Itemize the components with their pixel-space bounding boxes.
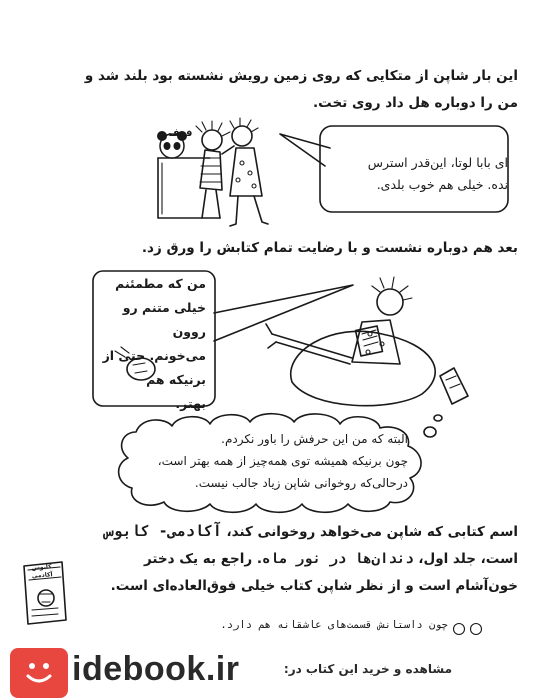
book-cover-title: کابوس آکادمی [31,563,53,580]
paragraph-3 [72,518,518,600]
paragraph-1 [60,63,518,117]
paragraph-1-line-1: این بار شاپن از متکایی که روی زمین رویش نشسته بود بلند شد و [84,68,518,84]
watermark-logo-icon [10,648,68,698]
footnote-marker [452,621,486,640]
speech-bubble-middle-text: من که مطمئنم خیلی متنم رو روون می‌خونم. حتی از برنیکه هم بهتر. [102,276,206,411]
thought-bubble-text: البته که من این حرفش را باور نکردم. چون برنیکه همیشه توی همه‌چیز از همه بهتر است، درحالی‌که روخوانی شاپن زیاد جالب نیست. [157,432,408,490]
watermark-tagline: مشاهده و خرید این کتاب در: [283,662,452,676]
paragraph-3-line-3: خون‌آشام است و از نظر شاپن کتاب خیلی فوق‌العاده‌ای است. [110,578,518,594]
sfx-text: فوف [168,128,193,139]
book-title-series: آکادمی- کابوس [104,522,222,540]
speech-bubble-top-text: ای بابا لوتا، این‌قدر استرس نده. خیلی هم خوب بلدی. [367,155,508,192]
footnote-text: چون داستانش قسمت‌های عاشقانه هم دارد. [220,619,448,631]
paragraph-2: بعد هم دوباره نشست و با رضایت تمام کتابش را ورق زد. [141,240,518,256]
book-title-volume: دندان‌ها در نور ماه [261,551,414,567]
watermark-brand: idebook.ir [72,650,240,688]
paragraph-3-line-1: اسم کتابی که شاپن می‌خواهد روخوانی کند، آکادمی- کابوس [104,522,518,540]
watermark-bar [0,648,536,700]
paragraph-1-line-2: من را دوباره هل داد روی تخت. [313,95,518,111]
paragraph-3-line-2: است، جلد اول، دندان‌ها در نور ماه. راجع به یک دختر [143,551,518,567]
illustration-girl-reading [272,272,472,412]
